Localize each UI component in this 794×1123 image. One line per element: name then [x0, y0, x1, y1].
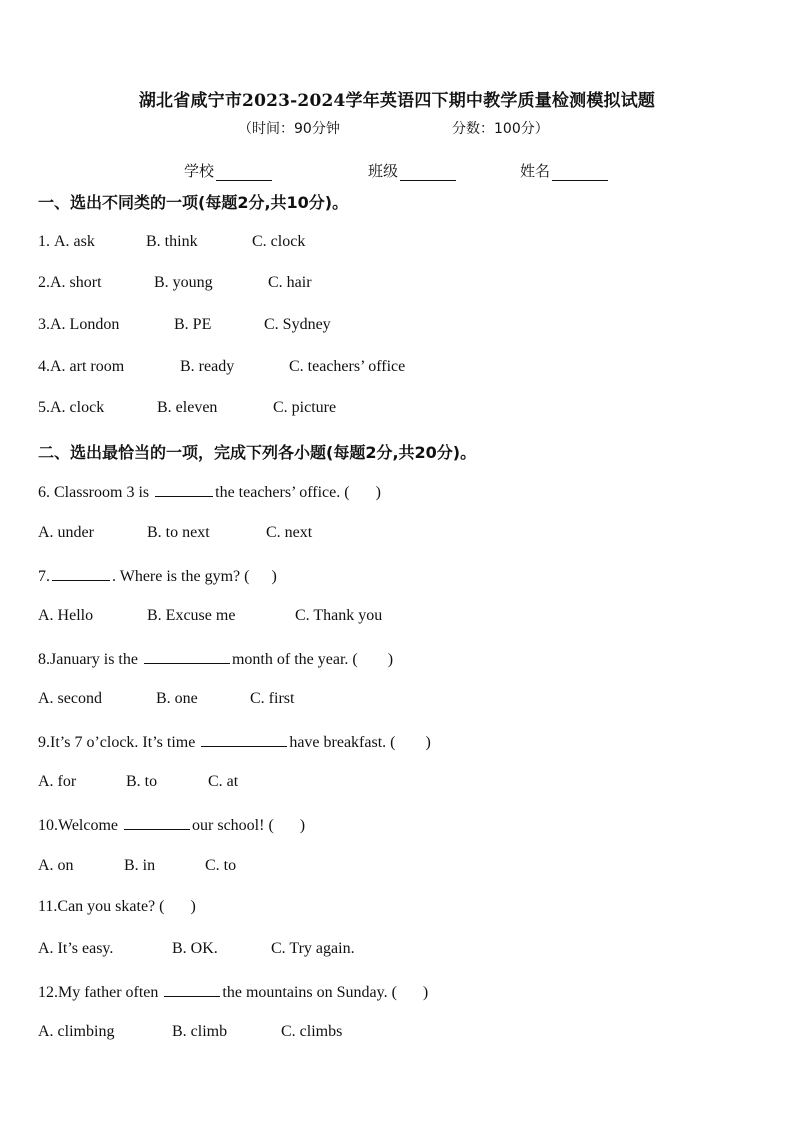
- question-6: [38, 482, 381, 502]
- option-c[interactable]: C. Thank you: [295, 607, 383, 624]
- question-9-options: [38, 773, 238, 791]
- option-c[interactable]: C. teachers’ office: [289, 358, 406, 375]
- option-b[interactable]: B. OK.: [172, 940, 218, 957]
- bracket-close: ): [190, 898, 196, 915]
- option-b[interactable]: B. think: [146, 233, 198, 250]
- question-text-cont: month of the year. (: [231, 651, 358, 668]
- question-8-options: [38, 690, 294, 708]
- class-label: 班级: [368, 162, 399, 180]
- question-7-options: [38, 607, 382, 625]
- option-a[interactable]: A. under: [38, 524, 94, 541]
- option-b[interactable]: B. to next: [147, 524, 210, 541]
- bracket-close: ): [422, 984, 429, 1001]
- answer-blank[interactable]: [124, 815, 190, 830]
- school-blank[interactable]: [216, 165, 272, 181]
- question-text: 8.January is the: [38, 651, 142, 668]
- option-a[interactable]: A. on: [38, 857, 74, 874]
- question-number: 5.: [38, 399, 50, 416]
- bracket-close: ): [271, 568, 277, 585]
- question-10: [38, 815, 305, 835]
- section2-title: 二、选出最恰当的一项，完成下列各小题(每题2分,共20分)。: [38, 443, 477, 462]
- answer-blank[interactable]: [155, 482, 213, 497]
- bracket-close: ): [299, 817, 306, 834]
- section1-title: 一、选出不同类的一项(每题2分,共10分)。: [38, 193, 349, 212]
- question-text: 11.Can you skate? (: [38, 898, 165, 915]
- option-c[interactable]: C. next: [266, 524, 313, 541]
- option-c[interactable]: C. clock: [252, 233, 306, 250]
- option-b[interactable]: B. ready: [180, 358, 235, 375]
- option-c[interactable]: C. Try again.: [271, 940, 355, 957]
- question-10-options: [38, 857, 236, 875]
- class-field[interactable]: [368, 160, 456, 181]
- question-text-cont: the mountains on Sunday. (: [222, 984, 397, 1001]
- option-a[interactable]: A. art room: [50, 358, 125, 375]
- option-c[interactable]: C. picture: [273, 399, 337, 416]
- option-c[interactable]: C. at: [208, 773, 239, 790]
- option-a[interactable]: A. second: [38, 690, 102, 707]
- question-text-cont: have breakfast. (: [289, 734, 396, 751]
- question-text-cont: . Where is the gym? (: [112, 568, 250, 585]
- name-blank[interactable]: [552, 165, 608, 181]
- option-c[interactable]: C. hair: [268, 274, 312, 291]
- s1-question-1: [38, 233, 305, 251]
- option-b[interactable]: B. climb: [172, 1023, 228, 1040]
- question-12-options: [38, 1023, 342, 1041]
- s1-question-5: [38, 399, 336, 417]
- s1-question-4: [38, 358, 405, 376]
- option-b[interactable]: B. to: [126, 773, 158, 790]
- option-a[interactable]: A. London: [50, 316, 120, 333]
- option-b[interactable]: B. in: [124, 857, 156, 874]
- question-12: [38, 982, 428, 1002]
- question-text: 6. Classroom 3 is: [38, 484, 154, 501]
- question-9: [38, 732, 431, 752]
- option-a[interactable]: A. ask: [54, 233, 95, 250]
- bracket-close: ): [425, 734, 431, 751]
- option-a[interactable]: A. It’s easy.: [38, 940, 114, 957]
- question-text-cont: the teachers’ office. (: [215, 484, 350, 501]
- option-b[interactable]: B. one: [156, 690, 198, 707]
- question-number: 1.: [38, 233, 54, 250]
- question-text: 7.: [38, 568, 50, 585]
- question-7: [38, 566, 277, 586]
- exam-score: 分数：100分）: [452, 121, 549, 137]
- s1-question-2: [38, 274, 312, 292]
- question-text: 12.My father often: [38, 984, 163, 1001]
- option-a[interactable]: A. short: [50, 274, 102, 291]
- exam-title: 湖北省咸宁市2023-2024学年英语四下期中教学质量检测模拟试题: [138, 91, 656, 111]
- option-a[interactable]: A. climbing: [38, 1023, 115, 1040]
- option-b[interactable]: B. young: [154, 274, 213, 291]
- exam-time: （时间：90分钟: [238, 121, 340, 137]
- school-field[interactable]: [184, 160, 272, 181]
- name-field[interactable]: [520, 160, 608, 181]
- option-c[interactable]: C. to: [205, 857, 237, 874]
- answer-blank[interactable]: [164, 982, 220, 997]
- option-c[interactable]: C. Sydney: [264, 316, 331, 333]
- question-number: 3.: [38, 316, 50, 333]
- answer-blank[interactable]: [201, 732, 287, 747]
- question-number: 2.: [38, 274, 50, 291]
- s1-question-3: [38, 316, 331, 334]
- option-b[interactable]: B. Excuse me: [147, 607, 236, 624]
- option-c[interactable]: C. first: [250, 690, 295, 707]
- option-a[interactable]: A. Hello: [38, 607, 94, 624]
- question-text: 9.It’s 7 o’clock. It’s time: [38, 734, 200, 751]
- question-8: [38, 649, 393, 669]
- answer-blank[interactable]: [52, 566, 110, 581]
- question-text: 10.Welcome: [38, 817, 123, 834]
- option-b[interactable]: B. eleven: [157, 399, 218, 416]
- school-label: 学校: [184, 162, 215, 180]
- class-blank[interactable]: [400, 165, 456, 181]
- question-6-options: [38, 524, 312, 542]
- bracket-close: ): [375, 484, 381, 501]
- question-number: 4.: [38, 358, 50, 375]
- question-11: [38, 898, 196, 916]
- bracket-close: ): [387, 651, 394, 668]
- option-c[interactable]: C. climbs: [281, 1023, 343, 1040]
- question-11-options: [38, 940, 355, 958]
- question-text-cont: our school! (: [192, 817, 274, 834]
- option-a[interactable]: A. clock: [50, 399, 105, 416]
- option-b[interactable]: B. PE: [174, 316, 212, 333]
- option-a[interactable]: A. for: [38, 773, 77, 790]
- answer-blank[interactable]: [144, 649, 230, 664]
- name-label: 姓名: [520, 162, 551, 180]
